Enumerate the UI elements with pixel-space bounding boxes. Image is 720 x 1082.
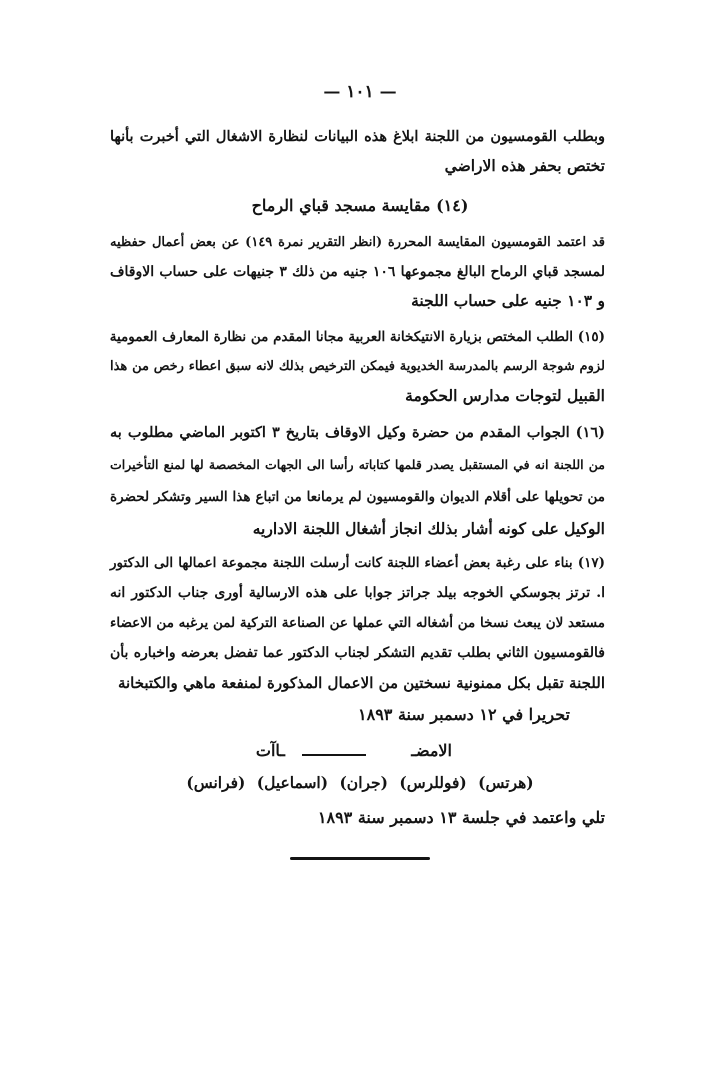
signatories: (هرتس) (فوللرس) (جران) (اسماعيل) (فرانس) bbox=[186, 773, 534, 792]
closing-divider bbox=[290, 857, 430, 860]
section-16-line-2: من اللجنة انه في المستقبل يصدر قلمها كتاباته رأسا الى الجهات المخصصة لها لمنع التأخيرات bbox=[110, 457, 605, 472]
section-16-line-1: (١٦) الجواب المقدم من حضرة وكيل الاوقاف بتاريخ ٣ اكتوبر الماضي مطلوب به bbox=[110, 424, 605, 441]
opening-line-2: تختص بحفر هذه الاراضي bbox=[444, 156, 605, 175]
section-17-line-4: فالقومسيون الثاني بطلب تقديم التشكر لجناب الدكتور عما تفضل بعرضه واخباره بأن bbox=[110, 645, 605, 661]
signatures-dash bbox=[302, 754, 366, 756]
signatures-label-tail: ـاآت bbox=[255, 741, 285, 760]
approval-date: تلي واعتمد في جلسة ١٣ دسمبر سنة ١٨٩٣ bbox=[317, 808, 605, 827]
signatures-label: الامضـ bbox=[411, 741, 452, 760]
section-17-line-3: مستعد لان يبعث نسخا من أشغاله التي عملها عن الصناعة التركية لمن يرغبه من الاعضاء bbox=[110, 615, 605, 631]
section-16-line-4: الوكيل على كونه أشار بذلك انجاز أشغال اللجنة الاداريه bbox=[252, 519, 605, 538]
section-14-heading: (١٤) مقايسة مسجد قباي الرماح bbox=[251, 196, 469, 215]
section-15-line-1: (١٥) الطلب المختص بزيارة الانتيكخانة العربية مجانا المقدم من نظارة المعارف العمومية bbox=[109, 329, 605, 345]
section-16-line-3: من تحويلها على أقلام الديوان والقومسيون لم يرمانعا من اتباع هذا السير وتشكر لحضرة bbox=[110, 489, 605, 505]
written-date: تحريرا في ١٢ دسمبر سنة ١٨٩٣ bbox=[358, 705, 570, 724]
section-14-line-2: لمسجد قباي الرماح البالغ مجموعها ١٠٦ جنيه من ذلك ٣ جنيهات على حساب الاوقاف bbox=[110, 264, 605, 280]
section-17-line-2: ا. ترتز بجوسكي الخوجه بيلد جراتز جوابا على هذه الارسالية أورى جناب الدكتور انه bbox=[110, 585, 605, 601]
section-15-line-2: لزوم شوجة الرسم بالمدرسة الخديوية فيمكن الترخيص بذلك لانه سبق اعطاء رخص من هذا bbox=[110, 359, 605, 374]
section-14-line-3: و ١٠٣ جنيه على حساب اللجنة bbox=[411, 291, 605, 310]
section-17-line-1: (١٧) بناء على رغبة بعض أعضاء اللجنة كانت أرسلت اللجنة مجموعة اعمالها الى الدكتور bbox=[110, 555, 605, 571]
section-17-line-5: اللجنة تقبل بكل ممنونية نسختين من الاعمال المذكورة لمنفعة ماهي والكتبخانة bbox=[117, 674, 605, 692]
page-number: — ١٠١ — bbox=[323, 82, 397, 102]
opening-line-1: وبطلب القومسيون من اللجنة ابلاغ هذه البيانات لنظارة الاشغال التي أخبرت بأنها bbox=[110, 128, 605, 145]
section-14-line-1: قد اعتمد القومسيون المقايسة المحررة (انظر التقرير نمرة ١٤٩) عن بعض أعمال حفظيه bbox=[110, 235, 605, 250]
section-15-line-3: القبيل لتوجات مدارس الحكومة bbox=[405, 386, 605, 405]
